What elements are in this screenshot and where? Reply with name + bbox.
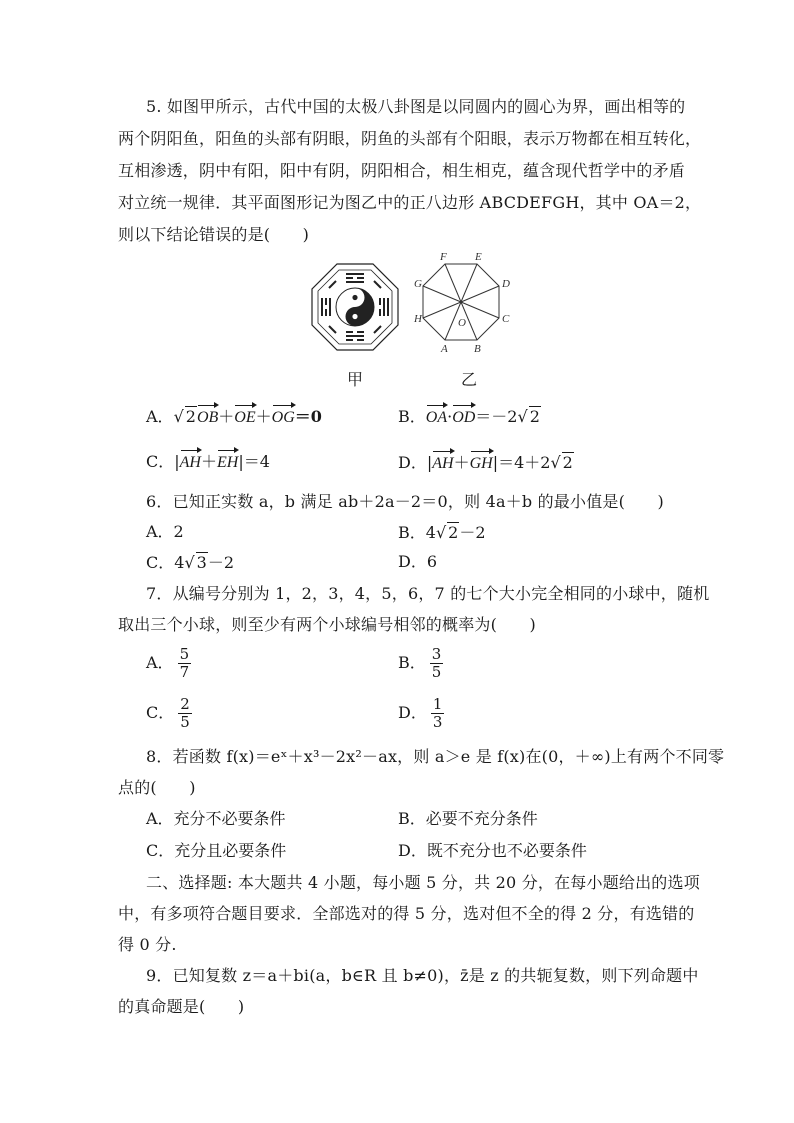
q6-option-c-label: C．4: [146, 553, 185, 572]
vertex-label-h: H: [414, 313, 422, 325]
q5-line-5: 则以下结论错误的是( ): [118, 225, 310, 244]
section2-line-3: 得 0 分.: [118, 935, 177, 954]
vertex-label-a: A: [441, 343, 448, 355]
vertex-label-f: F: [440, 251, 447, 263]
vertex-label-c: C: [502, 313, 510, 325]
figure-label-jia: 甲: [347, 370, 364, 389]
q7-option-b-label: B．: [398, 653, 426, 672]
q7-option-b-fraction: $\frac{3}{5}$: [431, 645, 442, 681]
q7-option-b[interactable]: [398, 646, 443, 681]
vertex-label-g: G: [414, 278, 422, 290]
q6-option-c-tail: －2: [207, 553, 235, 572]
q7-option-a[interactable]: [146, 646, 191, 681]
q7-option-c-fraction: $\frac{2}{5}$: [180, 695, 190, 731]
section2-line-1: 二、选择题: 本大题共 4 小题，每小题 5 分，共 20 分，在每小题给出的选项: [146, 873, 700, 892]
q5-option-a-rest: ＝0: [294, 407, 322, 426]
q8-line-2: 点的( ): [118, 778, 196, 797]
octagon-figure: [412, 250, 516, 360]
q5-option-b[interactable]: B．OA·OD＝－2√ 2: [398, 407, 540, 426]
q5-line-4: 对立统一规律．其平面图形记为图乙中的正八边形 ABCDEFGH，其中 OA＝2，: [118, 193, 702, 212]
q8-option-a[interactable]: A．充分不必要条件: [146, 809, 286, 828]
q5-option-a-label: A．: [146, 407, 174, 426]
q6-option-b-tail: －2: [459, 523, 486, 542]
q7-line-2: 取出三个小球，则至少有两个小球编号相邻的概率为( ): [118, 615, 536, 634]
q8-line-1: 8．若函数 f(x)＝eˣ＋x³－2x²－ax，则 a＞e 是 f(x)在(0，＋∞)上有两个不同零: [146, 747, 725, 766]
q7-option-d[interactable]: [398, 696, 444, 731]
q7-option-c[interactable]: [146, 696, 192, 731]
q5-option-a[interactable]: A．√ 2OB＋OE＋OG＝0: [146, 407, 322, 426]
q6-option-d[interactable]: D．6: [398, 552, 438, 571]
q5-option-d[interactable]: D．|AH＋GH|＝4＋2√ 2: [398, 453, 573, 472]
q9-line-1: 9．已知复数 z＝a＋bi(a，b∈R 且 b≠0)，z̄是 z 的共轭复数，则下列命题中: [146, 966, 699, 985]
vertex-label-b: B: [474, 343, 481, 355]
vertex-label-o: O: [458, 317, 466, 329]
q5-line-3: 互相渗透，阴中有阳，阳中有阴，阴阳相合，相生相克，蕴含现代哲学中的矛盾: [118, 161, 686, 180]
q5-line-2: 两个阴阳鱼，阳鱼的头部有阴眼，阴鱼的头部有个阳眼，表示万物都在相互转化，: [118, 129, 702, 148]
q5-option-b-rest: ＝－2: [475, 407, 518, 426]
q7-option-d-fraction: $\frac{1}{3}$: [432, 695, 443, 731]
q5-option-d-label: D．: [398, 453, 427, 472]
vertex-label-e: E: [475, 251, 482, 263]
q7-option-c-label: C．: [146, 703, 175, 722]
q5-line-1: 5. 如图甲所示，古代中国的太极八卦图是以同圆内的圆心为界，画出相等的: [146, 97, 686, 116]
q5-option-c-label: C．: [146, 452, 175, 471]
q8-option-c[interactable]: C．充分且必要条件: [146, 841, 287, 860]
q6-stem: 6．已知正实数 a，b 满足 ab＋2a－2＝0，则 4a＋b 的最小值是( ): [146, 492, 664, 511]
q5-option-d-rest: |＝4＋2: [492, 453, 551, 472]
q6-option-b[interactable]: B．4√ 2－2: [398, 523, 486, 542]
q7-option-a-fraction: $\frac{5}{7}$: [179, 645, 190, 681]
taiji-bagua-figure: [310, 262, 400, 360]
q5-option-c[interactable]: C．|AH＋EH|＝4: [146, 452, 270, 471]
q6-option-a[interactable]: A．2: [146, 522, 184, 541]
q8-option-d[interactable]: D．既不充分也不必要条件: [398, 841, 587, 860]
q8-option-b[interactable]: B．必要不充分条件: [398, 809, 538, 828]
q5-option-c-rest: |＝4: [238, 452, 270, 471]
q6-option-c[interactable]: C．4√ 3－2: [146, 553, 235, 572]
q5-option-b-label: B．: [398, 407, 426, 426]
vertex-label-d: D: [502, 278, 510, 290]
figure-label-yi: 乙: [461, 370, 478, 389]
section2-line-2: 中，有多项符合题目要求．全部选对的得 5 分，选对但不全的得 2 分，有选错的: [118, 904, 695, 923]
q9-line-2: 的真命题是( ): [118, 997, 245, 1016]
q7-option-d-label: D．: [398, 703, 427, 722]
q7-line-1: 7．从编号分别为 1，2，3，4，5，6，7 的七个大小完全相同的小球中，随机: [146, 584, 710, 603]
q6-option-b-label: B．4: [398, 523, 436, 542]
q7-option-a-label: A．: [146, 653, 174, 672]
